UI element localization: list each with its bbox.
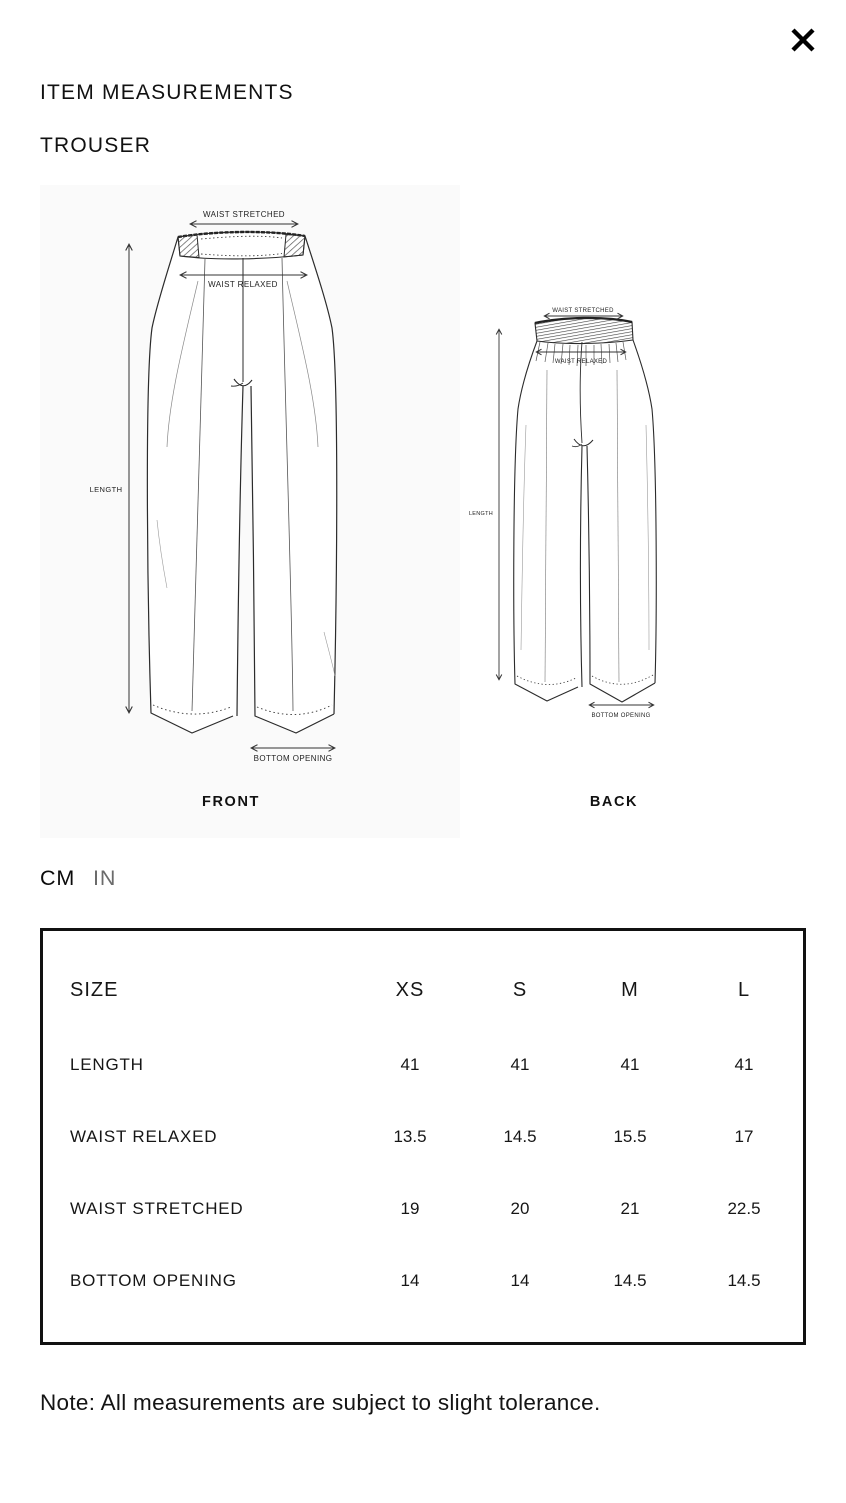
table-cell: 20: [510, 1199, 530, 1218]
back-waist-stretched-label: WAIST STRETCHED: [552, 308, 614, 314]
table-cell: 41: [400, 1055, 420, 1074]
back-waist-relaxed-label: WAIST RELAXED: [554, 359, 608, 365]
front-bottom-opening-label: BOTTOM OPENING: [253, 754, 333, 763]
column-header-size: SIZE: [70, 979, 119, 1001]
unit-toggle: [40, 866, 116, 891]
front-silhouette: [147, 232, 336, 733]
front-caption: FRONT: [202, 794, 260, 810]
table-cell: 21: [620, 1199, 640, 1218]
row-label-waist-stretched: WAIST STRETCHED: [70, 1199, 244, 1218]
front-waist-stretched-label: WAIST STRETCHED: [202, 210, 286, 219]
front-waist-relaxed-label: WAIST RELAXED: [208, 280, 278, 289]
table-cell: 41: [620, 1055, 640, 1074]
column-header-s: S: [512, 979, 528, 1001]
table-cell: 13.5: [393, 1127, 427, 1146]
trouser-back-diagram: [460, 185, 806, 838]
table-cell: 41: [734, 1055, 754, 1074]
size-table: [40, 928, 806, 1345]
unit-cm-button[interactable]: CM: [40, 866, 76, 890]
back-bottom-opening-label: BOTTOM OPENING: [591, 713, 651, 719]
front-length-label: LENGTH: [89, 485, 123, 494]
table-cell: 41: [510, 1055, 530, 1074]
close-button[interactable]: [782, 19, 824, 61]
table-cell: 14.5: [727, 1271, 761, 1290]
page-title: ITEM MEASUREMENTS: [40, 81, 294, 104]
table-cell: 19: [400, 1199, 420, 1218]
diagram-section: [40, 185, 806, 838]
row-label-waist-relaxed: WAIST RELAXED: [70, 1127, 218, 1146]
trouser-front-diagram: [40, 185, 487, 838]
row-label-length: LENGTH: [70, 1055, 144, 1074]
table-cell: 15.5: [613, 1127, 647, 1146]
table-cell: 14: [510, 1271, 530, 1290]
table-cell: 14: [400, 1271, 420, 1290]
table-cell: 14.5: [613, 1271, 647, 1290]
unit-in-button[interactable]: IN: [93, 866, 117, 890]
table-cell: 22.5: [727, 1199, 761, 1218]
back-caption: BACK: [589, 794, 639, 810]
table-cell: 14.5: [503, 1127, 537, 1146]
tolerance-note: Note: All measurements are subject to slight tolerance.: [40, 1390, 601, 1415]
column-header-l: L: [737, 979, 751, 1001]
column-header-m: M: [621, 979, 639, 1001]
close-icon: [786, 23, 820, 57]
column-header-xs: XS: [395, 979, 425, 1001]
back-length-label: LENGTH: [468, 511, 494, 517]
item-name: TROUSER: [40, 134, 152, 157]
table-cell: 17: [734, 1127, 754, 1146]
row-label-bottom-opening: BOTTOM OPENING: [70, 1271, 237, 1290]
